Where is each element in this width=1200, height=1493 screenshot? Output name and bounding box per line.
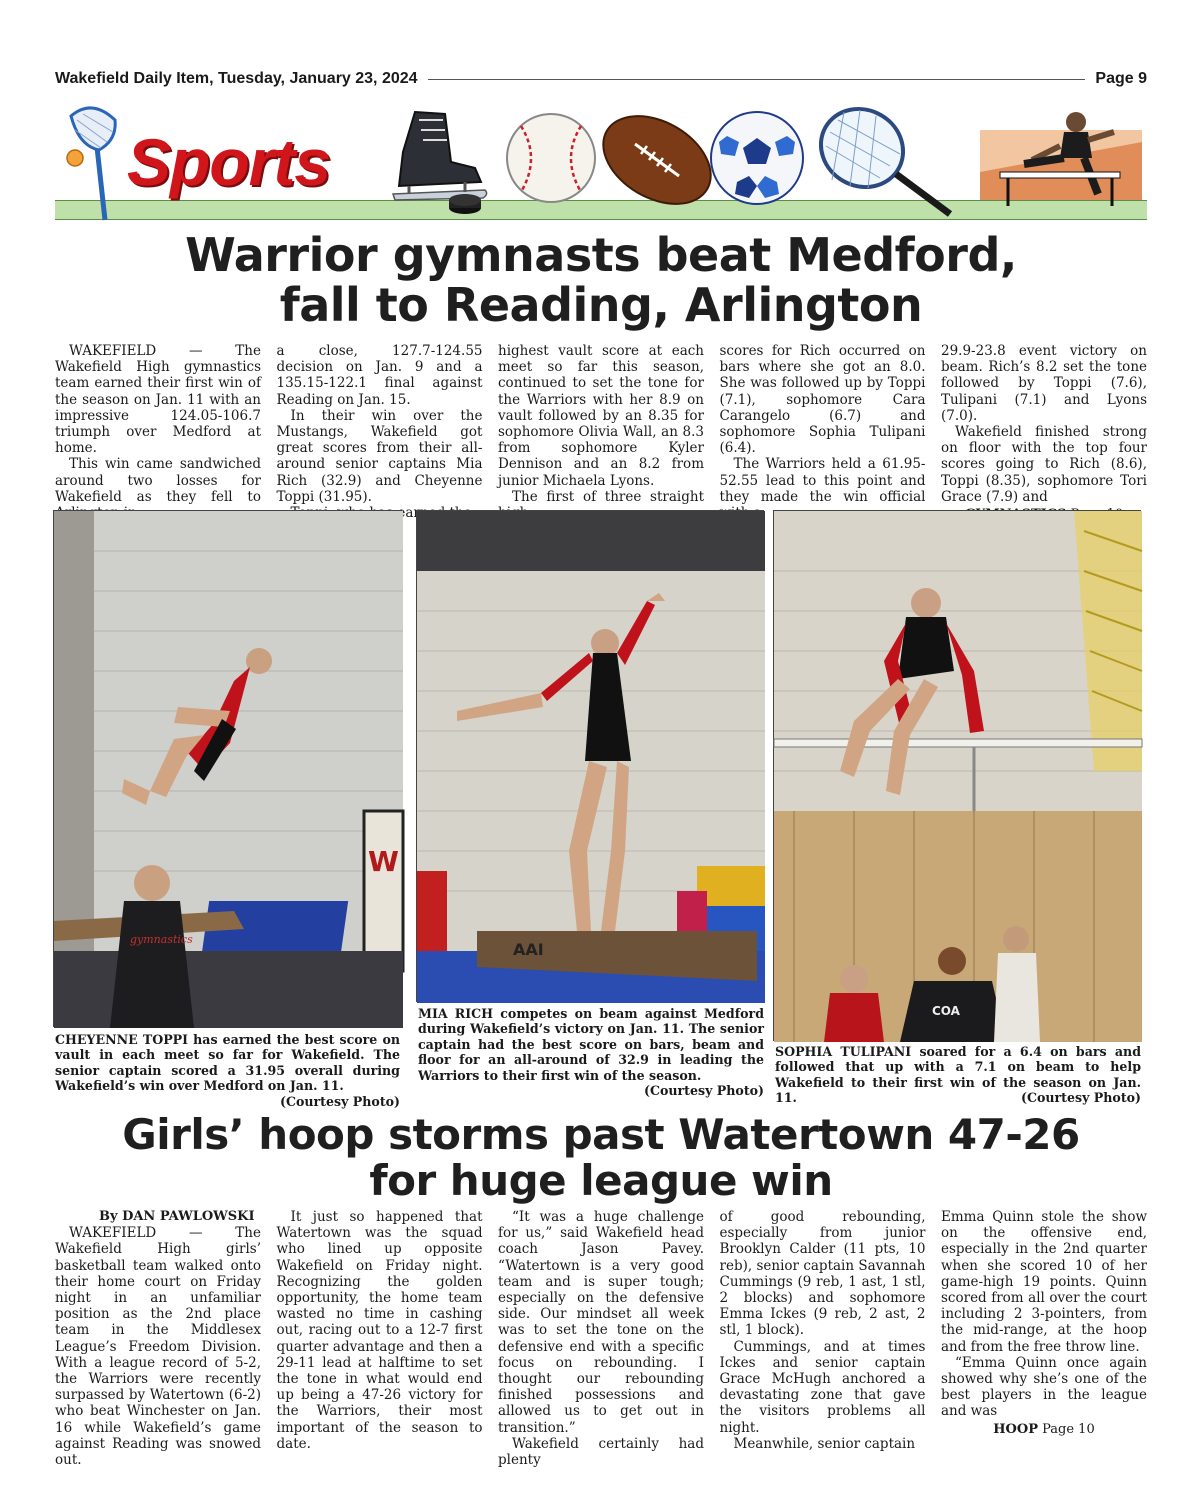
- paragraph: Meanwhile, senior captain: [733, 1435, 916, 1452]
- folio-line: [55, 67, 1147, 91]
- jump-word: HOOP: [993, 1421, 1038, 1437]
- photo-sophia-tulipani-bars: [773, 510, 1141, 1041]
- caption-text: CHEYENNE TOPPI has earned the best score on vault in each meet so far for Wakefield. The senior captain scored a 31.95 overall during Wakefield’s win over Medford on Jan. 11.: [55, 1032, 400, 1094]
- article-column: [276, 343, 483, 505]
- headline-line: Warrior gymnasts beat Medford,: [185, 228, 1017, 282]
- gymnastics-article: [55, 343, 1147, 505]
- article-column: [941, 343, 1147, 505]
- svg-text:AAI: AAI: [513, 940, 544, 959]
- headline-line: fall to Reading, Arlington: [279, 278, 923, 332]
- paragraph: WAKEFIELD — The Wakefield High gymnastics team earned their first win of the season on Jan. 11 with an impressive 124.05-106.7 triumph over Medford at home.: [55, 343, 261, 457]
- article-column: [498, 1209, 704, 1469]
- photo-cheyenne-toppi-vault: [53, 510, 402, 1027]
- football-icon: [595, 102, 719, 220]
- newspaper-dateline: Wakefield Daily Item, Tuesday, January 23, 2024: [55, 70, 418, 87]
- photo-credit: (Courtesy Photo): [644, 1083, 764, 1099]
- paragraph: of good rebounding, especially from junior Brooklyn Calder (11 pts, 10 reb), senior captain Savannah Cummings (9 reb, 1 ast, 1 stl, 2 blocks) and sophomore Emma Ickes (9 reb, 2 ast, 2 stl, 1 block).: [719, 1209, 926, 1339]
- gym-scene-illustration: [54, 511, 403, 1028]
- svg-text:gymnastics: gymnastics: [130, 933, 193, 946]
- gymnastics-headline: [55, 230, 1147, 330]
- paragraph: This win came sandwiched around two losses for Wakefield as they fell to: [55, 456, 261, 505]
- article-column: [719, 343, 926, 505]
- hurdler-icon: [980, 102, 1142, 220]
- paragraph: The first of three straight: [512, 488, 704, 505]
- paragraph: 29.9-23.8 event victory on beam. Rich’s 8.2 set the tone followed by Toppi (7.6), Tulipani (7.1) and Lyons (7.0).: [941, 343, 1147, 424]
- article-column: [498, 343, 704, 505]
- caption-text: MIA RICH competes on beam against Medford during Wakefield’s victory on Jan. 11. The senior captain had the best score on bars, beam and floor for an all-around of 32.9 in leading the Warriors to their first win of the season.: [418, 1006, 764, 1083]
- photo-mia-rich-beam: [416, 510, 764, 1002]
- photo-credit: (Courtesy Photo): [280, 1093, 400, 1109]
- svg-text:COA: COA: [932, 1004, 960, 1018]
- article-column: [941, 1209, 1147, 1437]
- paragraph: “Emma Quinn once again showed why she’s one of the best players in the league and was: [941, 1354, 1147, 1420]
- paragraph: Wakefield certainly had plenty: [498, 1435, 704, 1469]
- paragraph: The Warriors held a 61.95-52.55 lead to this point and they made the win official: [719, 456, 926, 505]
- soccer-ball-icon: [707, 102, 807, 220]
- caption-text: SOPHIA TULIPANI soared for a 6.4 on bars and followed that up with a 7.1 on beam to help Wakefield to their first win of the season on Jan. 11.: [775, 1044, 1141, 1106]
- page-number: Page 9: [1095, 70, 1147, 87]
- gym-scene-illustration: [417, 511, 765, 1003]
- tennis-racket-icon: [810, 102, 960, 220]
- photo-caption: [55, 1032, 400, 1109]
- baseball-icon: [503, 102, 599, 220]
- paragraph: “It was a huge challenge for us,” said Wakefield head coach Jason Pavey. “Watertown is a very good team and is super tough; especially on the defensive side. Our mindset all week was to set the tone on the defensive end with a specific focus on rebounding. I thought our rebounding finished possessions and allowed us to get out in transition.”: [498, 1209, 704, 1436]
- photo-caption: [775, 1044, 1141, 1106]
- lacrosse-stick-icon: [57, 102, 127, 222]
- paragraph: WAKEFIELD — The Wakefield High girls’ basketball team walked onto their home court on Friday night in an unfamiliar position as the 2nd place team in the Middlesex League’s Freedom Division. With a league record of 5-2, the Warriors were recently surpassed by Watertown (6-2) who beat Winchester on Jan. 16 while Wakefield’s game against Reading was snowed out.: [55, 1225, 261, 1469]
- basketball-headline: [55, 1112, 1147, 1204]
- paragraph: In their win over the Mustangs, Wakefield got great scores from their all-around senior captains Mia Rich (32.9) and Cheyenne Toppi (31.95).: [276, 407, 483, 505]
- paragraph: It just so happened that Watertown was the squad who lined up opposite Wakefield on Friday night. Recognizing the golden opportunity, the home team wasted no time in cashing out, racing out to a 12-7 first quarter advantage and then a 29-11 lead at halftime to set the tone in what would end up being a 47-26 victory for the Warriors, their most important of the season to date.: [276, 1209, 483, 1452]
- article-column: [55, 1209, 261, 1469]
- article-column: [55, 343, 261, 505]
- article-column: [719, 1209, 926, 1452]
- basketball-article: [55, 1209, 1147, 1469]
- paragraph: Cummings, and at times Ickes and senior captain Grace McHugh anchored a devastating zone that gave the visitors problems all night.: [719, 1338, 926, 1436]
- sports-title: Sports: [127, 125, 331, 199]
- continued-jump[interactable]: [941, 1422, 1147, 1438]
- paragraph: highest vault score at each meet so far this season, continued to set the tone for the Warriors with her 8.9 on vault followed by an 8.35 for sophomore Olivia Wall, an 8.3 from sophomore Kyler Dennison and an 8.2 from junior Michaela Lyons.: [498, 343, 704, 489]
- headline-line: Girls’ hoop storms past Watertown 47-26: [122, 1110, 1080, 1159]
- byline: By DAN PAWLOWSKI: [99, 1209, 255, 1224]
- svg-text:W: W: [368, 845, 399, 878]
- paragraph: Wakefield finished strong on floor with the top four scores going to Rich (8.6), Toppi (8.35), sophomore Tori Grace (7.9) and: [941, 424, 1147, 505]
- paragraph: a close, 127.7-124.55 decision on Jan. 9 and a 135.15-122.1 final against Reading on Jan. 15.: [276, 343, 483, 408]
- photo-credit: (Courtesy Photo): [1021, 1090, 1141, 1106]
- folio-rule: [428, 79, 1086, 80]
- paragraph: scores for Rich occurred on bars where she got an 8.0. She was followed up by Toppi (7.1), sophomore Cara Carangelo (6.7) and sophomore Sophia Tulipani (6.4).: [719, 343, 926, 457]
- sports-banner: [55, 102, 1147, 222]
- photo-caption: [418, 1006, 764, 1098]
- article-column: [276, 1209, 483, 1452]
- hockey-puck-icon: [443, 102, 487, 220]
- gym-scene-illustration: [774, 511, 1142, 1042]
- paragraph: Emma Quinn stole the show on the offensive end, especially in the 2nd quarter when she scored 10 of her game-high 19 points. Quinn scored from all over the court including 2 3-pointers, from the mid-range, at the hoop and from the free throw line.: [941, 1209, 1147, 1355]
- headline-line: for huge league win: [369, 1156, 833, 1205]
- jump-page: Page 10: [1042, 1421, 1095, 1437]
